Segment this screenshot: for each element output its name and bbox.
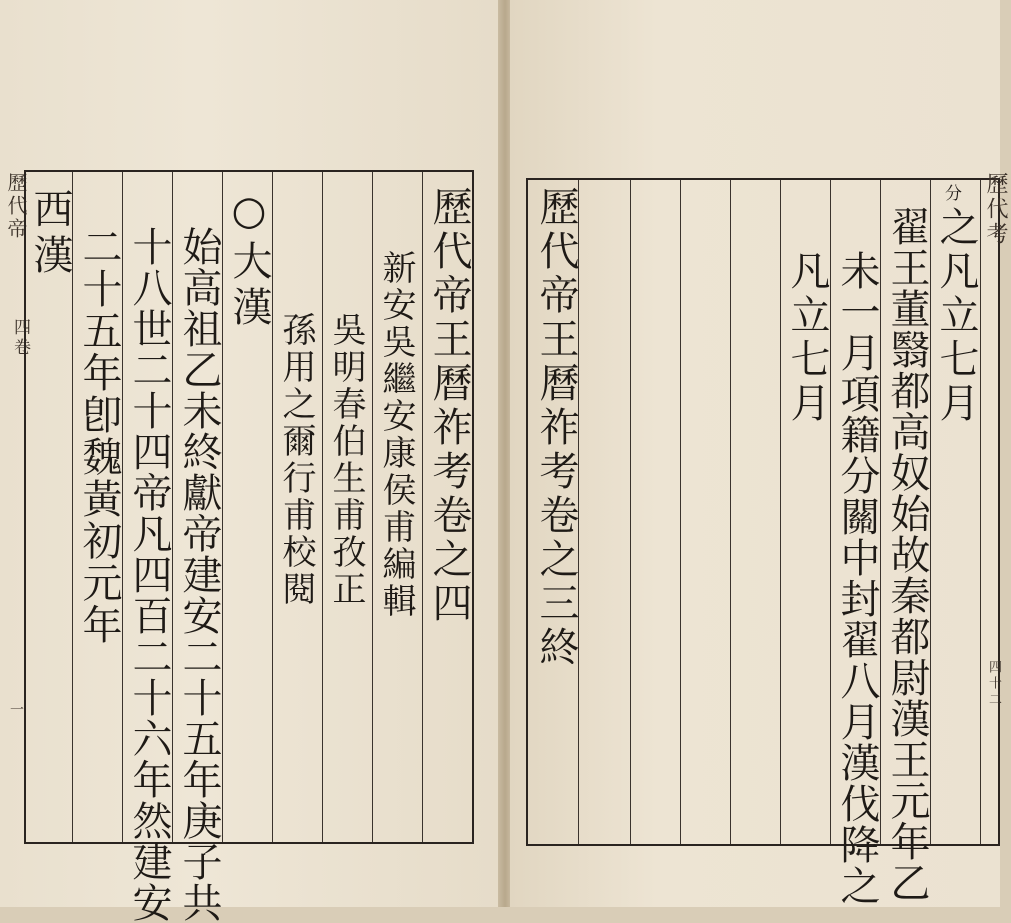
column-rule xyxy=(880,180,881,844)
right-folio-number: 四十二 xyxy=(986,660,1001,708)
closing-title: 歷代帝王曆祚考卷之三終 xyxy=(533,186,579,670)
column-text-3: 未一月項籍分關中封翟八月漢伐降之 xyxy=(834,250,880,906)
column-rule xyxy=(930,180,931,844)
volume-title: 歷代帝王曆祚考卷之四 xyxy=(426,186,472,626)
left-edge-title: 歷代帝 xyxy=(4,172,28,241)
sub-heading: 西漢 xyxy=(27,188,73,280)
column-rule xyxy=(680,180,681,844)
right-page xyxy=(510,0,1008,907)
column-rule xyxy=(780,180,781,844)
credit-proofreader: 孫用之爾行甫校閱 xyxy=(276,312,316,608)
column-rule xyxy=(172,172,173,842)
column-text-2: 翟王董翳都高奴始故秦都尉漢王元年乙 xyxy=(884,206,930,903)
left-page xyxy=(0,0,500,923)
right-edge-title: 歷代考 xyxy=(983,172,1008,247)
left-edge-volume: 四卷 xyxy=(10,318,30,358)
credit-corrector: 吳明春伯生甫孜正 xyxy=(326,312,366,608)
credit-compiler: 新安吳繼安康侯甫編輯 xyxy=(376,250,416,620)
body-line-1: 始高祖乙未終獻帝建安二十五年庚子共 xyxy=(176,226,222,923)
column-rule xyxy=(322,172,323,842)
column-text-1: 之凡立七月 xyxy=(933,206,979,426)
column-rule xyxy=(730,180,731,844)
column-rule xyxy=(372,172,373,842)
column-rule xyxy=(830,180,831,844)
column-rule xyxy=(422,172,423,842)
column-text-4: 凡立七月 xyxy=(784,250,830,426)
column-rule xyxy=(272,172,273,842)
annotation-mark: 分 xyxy=(941,184,961,203)
column-rule xyxy=(630,180,631,844)
dynasty-heading: ○大漢 xyxy=(226,188,272,332)
right-text-frame xyxy=(526,178,1000,906)
column-rule xyxy=(122,172,123,842)
column-rule xyxy=(222,172,223,842)
body-line-3: 二十五年卽魏黃初元年 xyxy=(76,226,122,646)
left-text-frame xyxy=(24,170,474,923)
body-line-2: 十八世二十四帝凡四百二十六年然建安 xyxy=(126,226,172,923)
column-rule xyxy=(980,180,981,844)
left-folio-number: 一 xyxy=(8,702,24,719)
